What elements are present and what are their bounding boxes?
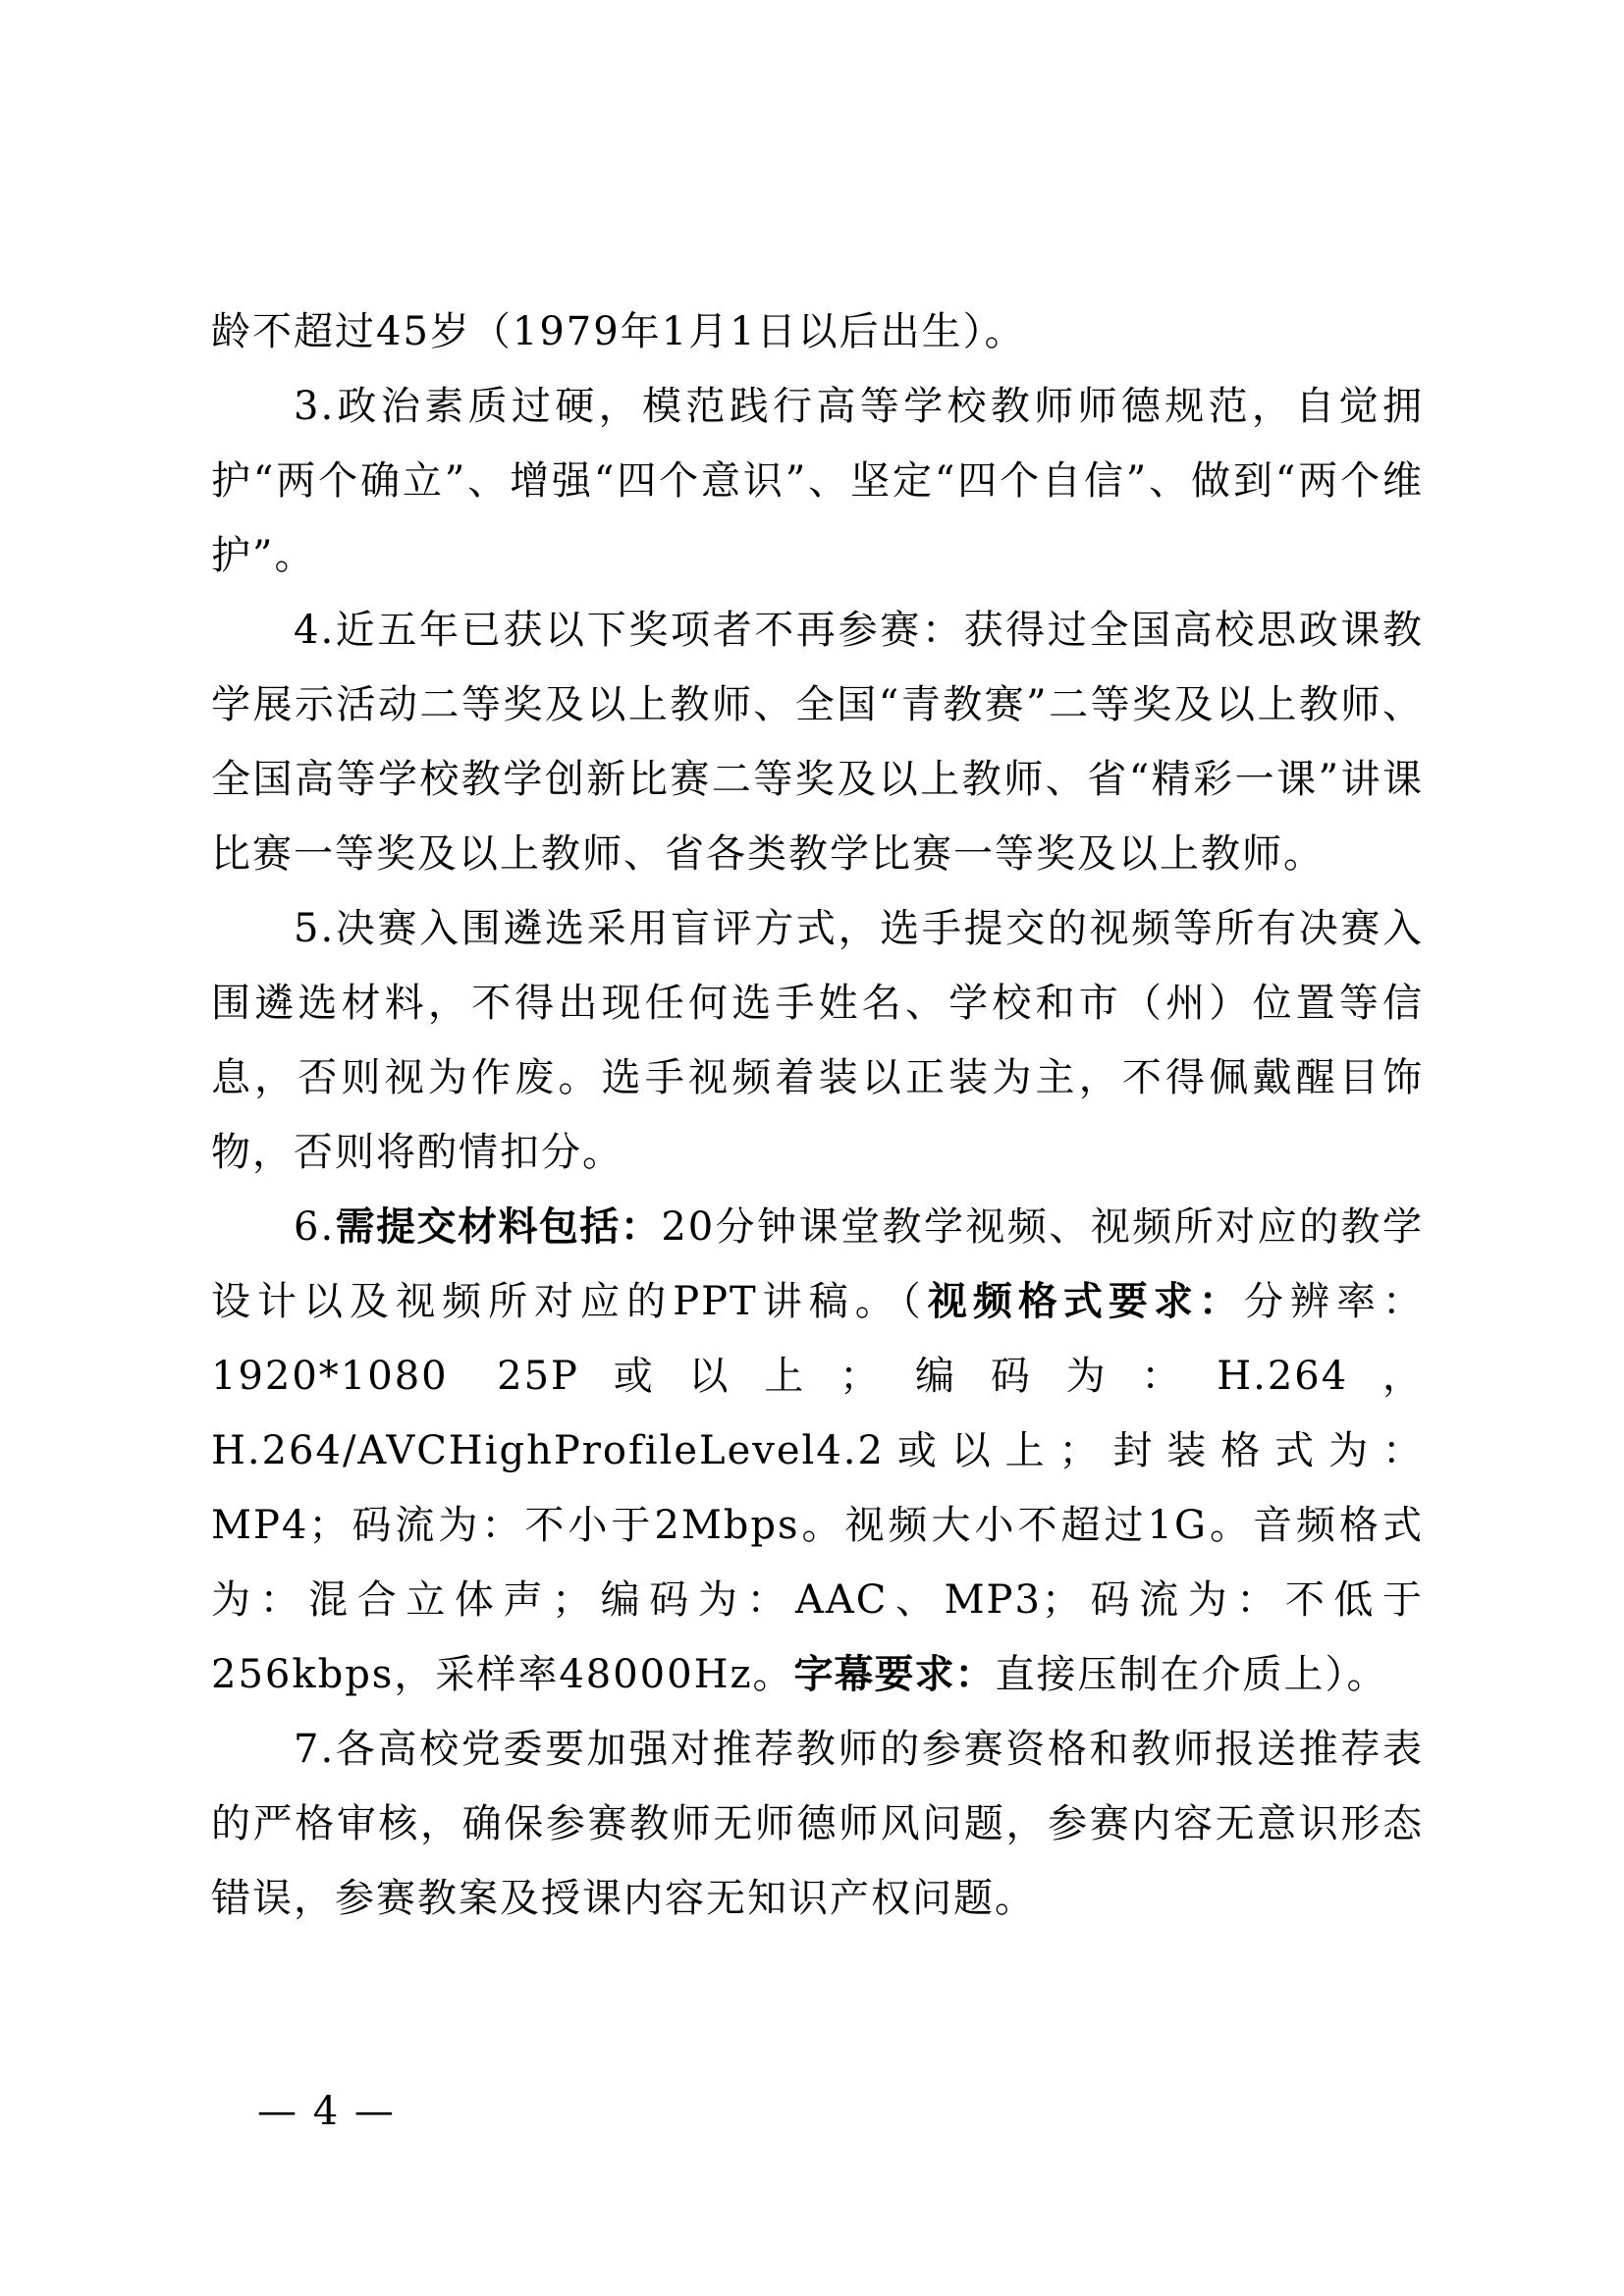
text-run: 龄不超过45岁（1979年1月1日以后出生）。 [211, 309, 1026, 354]
text-run: 分辨率：1920*1080 25P或以上；编码为：H.264，H.264/AVCHighProfileLevel4.2或以上；封装格式为：MP4；码流为：不小于2Mbps。视频大小不超过1G。音频格式为：混合立体声；编码为：AAC、MP3；码流为：不低于256kbps，采样率48000Hz。 [211, 1279, 1425, 1697]
text-run: 6. [294, 1204, 336, 1250]
text-run: 20分钟课堂教学视频、视频所对应的教学设计以及视频所对应的PPT讲稿。（ [211, 1204, 1425, 1324]
paragraph [211, 1190, 1424, 1712]
paragraph [211, 891, 1424, 1190]
bold-label: 字幕要求： [793, 1651, 996, 1697]
paragraph [211, 294, 1424, 369]
text-run: 7.各高校党委要加强对推荐教师的参赛资格和教师报送推荐表的严格审核，确保参赛教师无师德师风问题，参赛内容无意识形态错误，参赛教案及授课内容无知识产权问题。 [211, 1727, 1424, 1921]
text-run: 3.政治素质过硬，模范践行高等学校教师师德规范，自觉拥护“两个确立”、增强“四个意识”、坚定“四个自信”、做到“两个维护”。 [211, 384, 1424, 578]
paragraph [211, 369, 1424, 593]
bold-label: 需提交材料包括： [335, 1203, 662, 1250]
paragraph [211, 593, 1424, 891]
text-run: 4.近五年已获以下奖项者不再参赛：获得过全国高校思政课教学展示活动二等奖及以上教师、全国“青教赛”二等奖及以上教师、全国高等学校教学创新比赛二等奖及以上教师、省“精彩一课”讲课比赛一等奖及以上教师、省各类教学比赛一等奖及以上教师。 [211, 608, 1424, 877]
text-run: 5.决赛入围遴选采用盲评方式，选手提交的视频等所有决赛入围遴选材料，不得出现任何选手姓名、学校和市（州）位置等信息，否则视为作废。选手视频着装以正装为主，不得佩戴醒目饰物，否则将酌情扣分。 [211, 906, 1424, 1175]
page-number: — 4 — [257, 2089, 396, 2134]
text-run: 直接压制在介质上）。 [995, 1652, 1388, 1697]
document-body [211, 294, 1424, 1936]
bold-label: 视频格式要求： [927, 1278, 1244, 1324]
paragraph [211, 1712, 1424, 1936]
